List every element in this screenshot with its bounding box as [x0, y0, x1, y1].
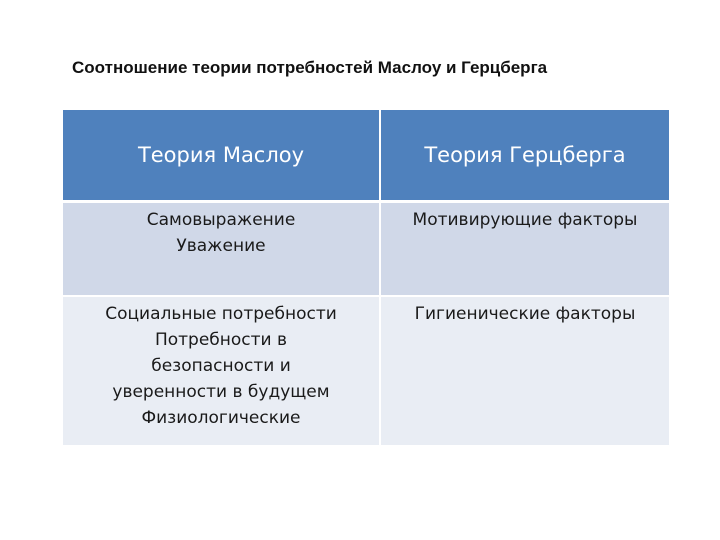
cell-line: Гигиенические факторы: [414, 304, 636, 324]
maslow-higher-needs-cell: [63, 202, 380, 297]
cell-line: Физиологические: [141, 408, 301, 428]
cell-line: Мотивирующие факторы: [412, 210, 638, 230]
table-row: [63, 202, 669, 297]
cell-line: Самовыражение: [146, 210, 296, 230]
cell-line: уверенности в будущем: [112, 382, 330, 402]
table-row: [63, 296, 669, 445]
herzberg-hygiene-cell: [380, 296, 669, 445]
header-maslow: Теория Маслоу: [63, 110, 380, 202]
slide-title: Соотношение теории потребностей Маслоу и Герцберга: [72, 58, 548, 77]
header-herzberg: Теория Герцберга: [380, 110, 669, 202]
cell-line: Социальные потребности: [105, 304, 337, 324]
comparison-table: [63, 110, 669, 445]
maslow-lower-needs-cell: [63, 296, 380, 445]
cell-line: Уважение: [176, 236, 266, 256]
cell-line: Потребности в: [154, 330, 288, 350]
table-header-row: [63, 110, 669, 202]
cell-line: безопасности и: [151, 356, 291, 376]
herzberg-motivators-cell: [380, 202, 669, 297]
